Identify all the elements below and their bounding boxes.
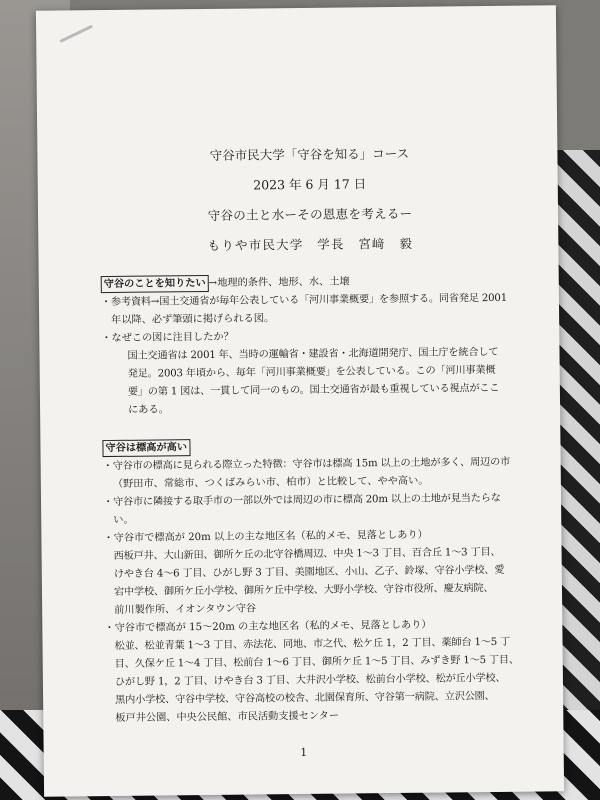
lecture-author: もりや市民大学 学長 宮﨑 毅 <box>207 235 414 253</box>
s2-bullet-3-line-4: 前川製作所、イオンタウン守谷 <box>114 603 257 616</box>
s1-bullet-1-line-2: 年以降、必ず筆頭に掲げられる図。 <box>111 313 275 326</box>
s2-bullet-3-line-3: 宕中学校、御所ケ丘小学校、御所ケ丘中学校、大野小学校、守谷市役所、慶友病院、 <box>113 582 494 598</box>
section-1-heading-rest: →地理的条件、地形、水、土壌 <box>208 276 350 289</box>
s1-bullet-1-line-1: ・参考資料→国土交通省が毎年公表している「河川事業概要」を参照する。同省発足 2001 <box>100 292 508 309</box>
s2-bullet-2-line-2: い。 <box>113 514 134 526</box>
lecture-date: 2023 年 6 月 17 日 <box>253 176 367 193</box>
page-number: 1 <box>300 745 308 760</box>
section-1-heading-box: 守谷のことを知りたい <box>101 275 209 293</box>
s2-bullet-2-line-1: ・守谷市に隣接する取手市の一部以外では周辺の市に標高 20m 以上の土地が見当たらな <box>102 492 501 509</box>
s2-bullet-4-line-5: 板戸井公園、中央公民館、市民活動支援センター <box>115 710 340 724</box>
s2-bullet-4-line-3: ひがし野 1，2 丁目、けやき台 3 丁目、大井沢小学校、松前台小学校、松が丘小学校、 <box>114 672 506 688</box>
section-2-heading-box: 守谷は標高が高い <box>102 439 190 457</box>
s1-paragraph-line-4: にある。 <box>128 404 169 416</box>
lecture-subtitle: 守谷の土と水ーその恩恵を考えるー <box>207 205 413 223</box>
s2-bullet-4-line-4: 黒内小学校、守谷中学校、守谷高校の校舎、北園保育所、守谷第一病院、立沢公園、 <box>115 690 495 706</box>
s1-bullet-2: ・なぜこの図に注目したか？ <box>101 331 234 345</box>
s1-paragraph-line-3: 要」の第 1 図は、一貫して同一のもの。国土交通省が最も重視している視点がここ <box>127 382 500 398</box>
s2-bullet-3: ・守谷市で標高が 20m 以上の主な地区名（私的メモ、見落としあり） <box>103 529 428 545</box>
s2-bullet-1-line-1: ・守谷市の標高に見られる際立った特徴：守谷市は標高 15m 以上の土地が多く、周辺の市 <box>102 456 511 473</box>
course-title: 守谷市民大学「守谷を知る」コース <box>209 145 410 163</box>
s2-bullet-3-line-1: 西板戸井、大山新田、御所ケ丘の北守谷橋周辺、中央 1～3 丁目、百合丘 1～3 丁目、 <box>113 546 501 562</box>
s2-bullet-4: ・守谷市で標高が 15～20m の主な地区名（私的メモ、見落としあり） <box>104 619 432 635</box>
s2-bullet-4-line-2: 目、久保ケ丘 1～4 丁目、松前台 1～6 丁目、御所ケ丘 1～5 丁目、みずき野 1～5 丁目、 <box>114 654 519 670</box>
s2-bullet-1-line-2: （野田市、常総市、つくばみらい市、柏市）と比較して、やや高い。 <box>112 475 429 490</box>
s1-paragraph-line-2: 発足。2003 年頃から、毎年「河川事業概要」を公表している。この「河川事業概 <box>127 364 496 380</box>
s2-bullet-4-line-1: 松並、松並青葉 1～3 丁目、赤法花、同地、市之代、松ケ丘 1，2 丁目、薬師台 1～5 丁 <box>114 636 511 652</box>
staple <box>59 25 93 43</box>
page-content <box>99 138 525 728</box>
s2-bullet-3-line-2: けやき台 4～6 丁目、ひがし野 3 丁目、美園地区、小山、乙子、鈴塚、守谷小学校、愛 <box>113 564 505 580</box>
printed-page <box>36 5 564 796</box>
s1-paragraph-line-1: 国土交通省は 2001 年、当時の運輸省・建設省・北海道開発庁、国土庁を統合して <box>127 346 499 362</box>
